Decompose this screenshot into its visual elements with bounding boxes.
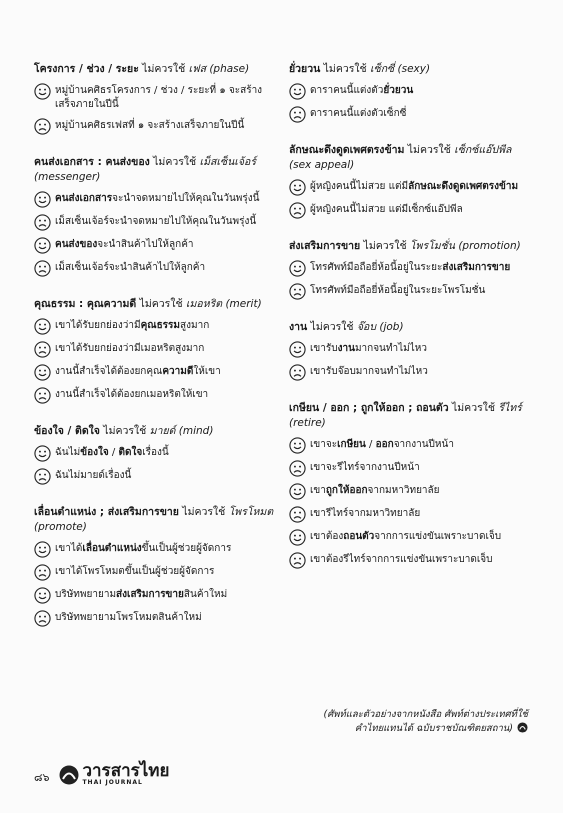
vocab-entry (289, 239, 529, 300)
frowning-face-icon (289, 106, 306, 123)
frowning-face-icon (34, 468, 51, 485)
example-fragment: ผู้หญิงคนนี้ไม่สวย แต่มีเซ็กซ์แอ๊ปพีล (310, 204, 463, 215)
example-fragment: / (365, 439, 376, 450)
entry-heading (34, 62, 274, 77)
avoid-label: ไม่ควรใช้ (178, 506, 229, 518)
frowning-face-icon (289, 202, 306, 219)
avoid-label: ไม่ควรใช้ (99, 425, 150, 437)
example-text (310, 507, 420, 521)
example-fragment: บริษัทพยายามโพรโหมตสินค้าใหม่ (55, 612, 202, 623)
incorrect-example (34, 388, 274, 404)
example-text (55, 565, 214, 579)
frowning-face-icon (289, 506, 306, 523)
smiley-face-icon (34, 364, 51, 381)
example-text (55, 588, 227, 602)
example-fragment: งานนี้สำเร็จได้ต้องยกเมอหริตให้เขา (55, 389, 209, 400)
correct-example (289, 180, 529, 196)
preferred-term: ข้องใจ / ติดใจ (34, 425, 100, 437)
highlighted-term: ถอนตัว (343, 531, 375, 542)
example-text (310, 365, 428, 379)
correct-example (289, 84, 529, 100)
incorrect-example (34, 611, 274, 627)
example-text (310, 461, 420, 475)
correct-example (34, 365, 274, 381)
entry-heading (289, 239, 529, 254)
frowning-face-icon (289, 460, 306, 477)
smiley-face-icon (289, 260, 306, 277)
correct-example (34, 238, 274, 254)
entry-heading (289, 401, 529, 431)
highlighted-term: ส่งเสริมการขาย (442, 262, 511, 273)
example-fragment: เขารับจ๊อบมากจนทำไม่ไหว (310, 366, 428, 377)
entry-heading (289, 320, 529, 335)
example-fragment: ฉันไม่มายด์เรื่องนี้ (55, 470, 132, 481)
vocab-entry (34, 424, 274, 485)
example-fragment: บริษัทพยายาม (55, 589, 117, 600)
frowning-face-icon (34, 214, 51, 231)
smiley-face-icon (289, 529, 306, 546)
smiley-face-icon (34, 83, 51, 100)
incorrect-example (289, 107, 529, 123)
example-fragment: เรื่องนี้ (142, 447, 169, 458)
vocab-entry (34, 155, 274, 277)
example-text (310, 553, 492, 567)
smiley-face-icon (34, 541, 51, 558)
frowning-face-icon (34, 118, 51, 135)
incorrect-example (34, 119, 274, 135)
incorrect-example (289, 553, 529, 569)
example-fragment: เขาจะ (310, 439, 338, 450)
example-text (55, 261, 205, 275)
entry-heading (34, 505, 274, 535)
example-fragment: เขาได้โพรโหมตขึ้นเป็นผู้ช่วยผู้จัดการ (55, 566, 215, 577)
example-fragment: มากจนทำไม่ไหว (354, 343, 427, 354)
loanword: จ๊อบ (job) (356, 321, 404, 333)
example-fragment: สินค้าใหม่ (183, 589, 228, 600)
loanword: เมอหริต (merit) (185, 298, 262, 310)
loanword: เซ็กซ์แอ๊ปพีล (sex appeal) (289, 144, 512, 171)
loanword: เม็สเซ็นเจ้อร์ (messenger) (34, 156, 256, 183)
smiley-face-icon (34, 445, 51, 462)
avoid-label: ไม่ควรใช้ (448, 402, 499, 414)
correct-example (289, 484, 529, 500)
highlighted-term: ติดใจ (118, 447, 143, 458)
preferred-term: โครงการ / ช่วง / ระยะ (34, 63, 139, 75)
vocab-entry (34, 297, 274, 404)
incorrect-example (289, 461, 529, 477)
preferred-term: คนส่งเอกสาร : คนส่งของ (34, 156, 150, 168)
example-text (310, 530, 501, 544)
preferred-term: ส่งเสริมการขาย (289, 240, 361, 252)
journal-mark-icon (517, 722, 528, 733)
correct-example (34, 542, 274, 558)
correct-example (289, 261, 529, 277)
example-text (310, 261, 510, 275)
incorrect-example (289, 203, 529, 219)
vocab-entry (34, 505, 274, 627)
preferred-term: เลื่อนตำแหน่ง ; ส่งเสริมการขาย (34, 506, 179, 518)
incorrect-example (34, 469, 274, 485)
correct-example (289, 342, 529, 358)
entry-heading (34, 424, 274, 439)
example-text (55, 388, 208, 402)
frowning-face-icon (289, 552, 306, 569)
correct-example (289, 530, 529, 546)
vocab-entry (34, 62, 274, 135)
journal-logo (59, 763, 169, 786)
example-fragment: จากการแข่งขันเพราะบาดเจ็บ (374, 531, 502, 542)
right-column (289, 62, 529, 589)
preferred-term: คุณธรรม : คุณความดี (34, 298, 137, 310)
avoid-label: ไม่ควรใช้ (307, 321, 357, 333)
frowning-face-icon (34, 564, 51, 581)
incorrect-example (289, 365, 529, 381)
example-fragment: เขาได้รับยกย่องว่ามี (55, 320, 141, 331)
entry-heading (34, 155, 274, 185)
frowning-face-icon (34, 260, 51, 277)
example-fragment: ฉันไม่ (55, 447, 81, 458)
example-fragment: เขาได้ (55, 543, 83, 554)
entry-heading (289, 62, 529, 77)
example-text (55, 469, 131, 483)
example-text (55, 446, 169, 460)
example-text (55, 611, 202, 625)
vocab-entry (289, 401, 529, 569)
example-text (310, 438, 454, 452)
example-fragment: เขาได้รับยกย่องว่ามีเมอหริตสูงมาก (55, 343, 205, 354)
example-fragment: จะนำสินค้าไปให้ลูกค้า (97, 239, 194, 250)
example-fragment: จะนำจดหมายไปให้คุณในวันพรุ่งนี้ (112, 193, 260, 204)
loanword: มายด์ (mind) (149, 425, 214, 437)
correct-example (34, 588, 274, 604)
smiley-face-icon (289, 437, 306, 454)
frowning-face-icon (34, 387, 51, 404)
highlighted-term: ยั่วยวน (383, 85, 414, 96)
correct-example (289, 438, 529, 454)
example-text (310, 284, 485, 298)
example-fragment: เขาต้องรีไทร์จากการแข่งขันเพราะบาดเจ็บ (310, 554, 493, 565)
example-text (310, 484, 440, 498)
example-fragment: หมู่บ้านคศิธรโครงการ / ช่วง / ระยะที่ ๑ จะสร้างเสร็จภายในปีนี้ (55, 85, 263, 110)
example-text (55, 119, 244, 133)
example-text (55, 84, 274, 112)
incorrect-example (34, 261, 274, 277)
preferred-term: ยั่วยวน (289, 63, 321, 75)
correct-example (34, 446, 274, 462)
example-fragment: เขาต้อง (310, 531, 344, 542)
smiley-face-icon (34, 191, 51, 208)
example-fragment: จากมหาวิทยาลัย (367, 485, 440, 496)
highlighted-term: เกษียน (337, 439, 366, 450)
source-note (318, 708, 528, 736)
example-fragment: โทรศัพท์มือถือยี่ห้อนี้อยู่ในระยะ (310, 262, 443, 273)
highlighted-term: คนส่งของ (55, 239, 98, 250)
loanword: โพรโหมต (promote) (34, 506, 274, 533)
smiley-face-icon (34, 318, 51, 335)
correct-example (34, 319, 274, 335)
entry-heading (289, 143, 529, 173)
example-fragment: ขึ้นเป็นผู้ช่วยผู้จัดการ (141, 543, 232, 554)
example-fragment: ดาราคนนี้แต่งตัวเซ็กซี่ (310, 108, 407, 119)
left-column (34, 62, 274, 647)
example-text (310, 107, 406, 121)
example-fragment: ผู้หญิงคนนี้ไม่สวย แต่มี (310, 181, 409, 192)
example-text (55, 238, 194, 252)
example-text (55, 215, 256, 229)
avoid-label: ไม่ควรใช้ (149, 156, 200, 168)
example-fragment: เม็สเซ็นเจ้อร์จะนำจดหมายไปให้คุณในวันพรุ่งนี้ (55, 216, 257, 227)
correct-example (34, 84, 274, 112)
avoid-label: ไม่ควรใช้ (404, 144, 455, 156)
example-text (55, 542, 231, 556)
highlighted-term: ถูกให้ออก (325, 485, 368, 496)
smiley-face-icon (289, 83, 306, 100)
correct-example (34, 192, 274, 208)
example-fragment: เขาจะรีไทร์จากงานปีหน้า (310, 462, 420, 473)
example-text (55, 192, 259, 206)
incorrect-example (34, 565, 274, 581)
example-fragment: จากงานปีหน้า (393, 439, 454, 450)
entry-heading (34, 297, 274, 312)
preferred-term: เกษียน / ออก ; ถูกให้ออก ; ถอนตัว (289, 402, 449, 414)
smiley-face-icon (289, 341, 306, 358)
highlighted-term: ส่งเสริมการขาย (116, 589, 184, 600)
example-fragment: ให้เขา (193, 366, 221, 377)
frowning-face-icon (289, 364, 306, 381)
incorrect-example (289, 507, 529, 523)
journal-logo-icon (59, 765, 79, 785)
example-fragment: สูงมาก (180, 320, 210, 331)
incorrect-example (34, 215, 274, 231)
page-footer (34, 763, 169, 786)
preferred-term: ลักษณะดึงดูดเพศตรงข้าม (289, 144, 405, 156)
frowning-face-icon (34, 341, 51, 358)
example-text (55, 365, 221, 379)
example-fragment: โทรศัพท์มือถือยี่ห้อนี้อยู่ในระยะโพรโมชั่น (310, 285, 486, 296)
example-text (310, 342, 427, 356)
vocab-entry (289, 143, 529, 219)
example-fragment: เม็สเซ็นเจ้อร์จะนำสินค้าไปให้ลูกค้า (55, 262, 206, 273)
page-number: ๘๖ (34, 771, 50, 784)
loanword: เซ็กซี่ (sexy) (369, 63, 431, 75)
avoid-label: ไม่ควรใช้ (360, 240, 410, 252)
example-text (55, 342, 204, 356)
highlighted-term: งาน (337, 343, 355, 354)
example-text (310, 180, 518, 194)
highlighted-term: คนส่งเอกสาร (55, 193, 113, 204)
highlighted-term: เลื่อนตำแหน่ง (82, 543, 142, 554)
incorrect-example (34, 342, 274, 358)
smiley-face-icon (289, 483, 306, 500)
avoid-label: ไม่ควรใช้ (138, 63, 189, 75)
example-text (55, 319, 209, 333)
example-text (310, 84, 413, 98)
loanword: เฟส (phase) (188, 63, 250, 75)
example-fragment: งานนี้สำเร็จได้ต้องยกคุณ (55, 366, 163, 377)
vocab-entry (289, 320, 529, 381)
example-fragment: ดาราคนนี้แต่งตัว (310, 85, 384, 96)
example-text (310, 203, 463, 217)
example-fragment: เขารีไทร์จากมหาวิทยาลัย (310, 508, 421, 519)
highlighted-term: ข้องใจ (80, 447, 109, 458)
smiley-face-icon (34, 237, 51, 254)
journal-logo-subtitle: THAI JOURNAL (82, 779, 143, 786)
journal-logo-title: วารสารไทย (82, 761, 170, 781)
incorrect-example (289, 284, 529, 300)
vocab-entry (289, 62, 529, 123)
highlighted-term: ลักษณะดึงดูดเพศตรงข้าม (408, 181, 519, 192)
loanword: โพรโมชั่น (promotion) (409, 240, 521, 252)
example-fragment: เขารับ (310, 343, 338, 354)
example-fragment: หมู่บ้านคศิธรเฟสที่ ๑ จะสร้างเสร็จภายในปีนี้ (55, 120, 245, 131)
smiley-face-icon (34, 587, 51, 604)
highlighted-term: คุณธรรม (140, 320, 181, 331)
loanword: รีไทร์ (retire) (289, 402, 522, 429)
example-fragment: / (108, 447, 119, 458)
avoid-label: ไม่ควรใช้ (136, 298, 186, 310)
smiley-face-icon (289, 179, 306, 196)
highlighted-term: ความดี (162, 366, 194, 377)
highlighted-term: ออก (375, 439, 394, 450)
frowning-face-icon (34, 610, 51, 627)
example-fragment: เขา (310, 485, 326, 496)
avoid-label: ไม่ควรใช้ (320, 63, 370, 75)
preferred-term: งาน (289, 321, 308, 333)
frowning-face-icon (289, 283, 306, 300)
source-note-text: (ศัพท์และตัวอย่างจากหนังสือ ศัพท์ต่างประเทศที่ใช้คำไทยแทนได้ ฉบับราชบัณฑิตยสถาน) (323, 709, 528, 734)
